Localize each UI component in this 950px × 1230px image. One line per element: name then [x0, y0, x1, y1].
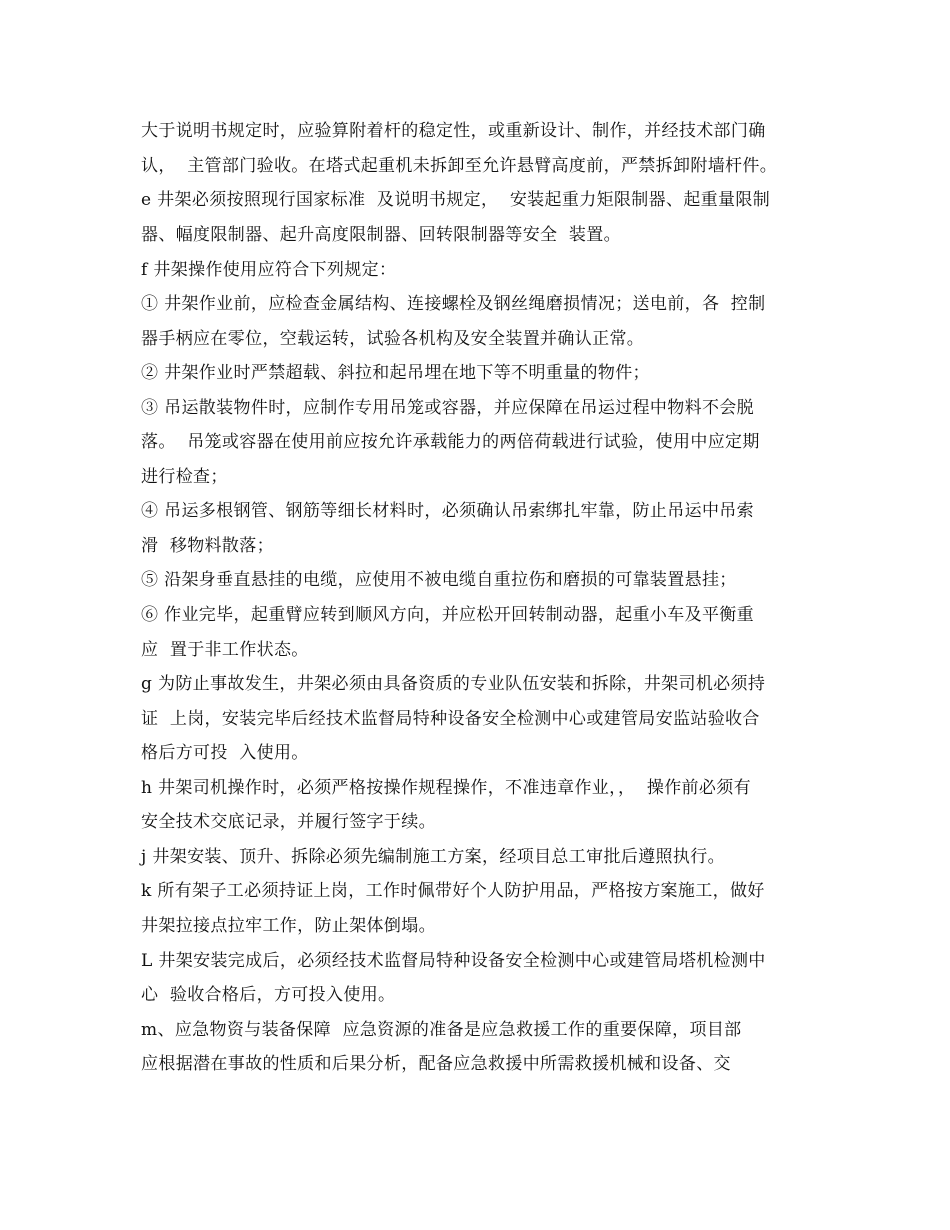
text-line-8: ② 井架作业时严禁超载、斜拉和起吊埋在地下等不明重量的物件； — [141, 363, 650, 383]
text-line-15: ⑥ 作业完毕，起重臂应转到顺风方向，并应松开回转制动器，起重小车及平衡重 — [141, 605, 755, 625]
text-line-3: e 井架必须按照现行国家标准 及说明书规定， 安装起重力矩限制器、起重量限制 — [141, 190, 771, 210]
text-line-28: 应根据潜在事故的性质和后果分析，配备应急救援中所需救援机械和设备、交 — [141, 1054, 731, 1074]
text-line-17: g 为防止事故发生，井架必须由具备资质的专业队伍安装和拆除，井架司机必须持 — [141, 674, 766, 694]
text-line-1: 大于说明书规定时，应验算附着杆的稳定性，或重新设计、制作，并经技术部门确 — [141, 121, 766, 141]
text-line-4: 器、幅度限制器、起升高度限制器、回转限制器等安全 装置。 — [141, 225, 621, 245]
text-line-16: 应 置于非工作状态。 — [141, 640, 309, 660]
text-line-5: f 井架操作使用应符合下列规定： — [141, 260, 397, 280]
text-line-11: 进行检查； — [141, 467, 228, 487]
text-line-7: 器手柄应在零位，空载运转，试验各机构及安全装置并确认正常。 — [141, 329, 645, 349]
text-line-12: ④ 吊运多根钢管、钢筋等细长材料时，必须确认吊索绑扎牢靠，防止吊运中吊索 — [141, 501, 755, 521]
text-line-22: j 井架安装、顶升、拆除必须先编制施工方案，经项目总工审批后遵照执行。 — [141, 847, 725, 867]
text-line-9: ③ 吊运散装物件时，应制作专用吊笼或容器，并应保障在吊运过程中物料不会脱 — [141, 398, 755, 418]
text-line-2: 认， 主管部门验收。在塔式起重机未拆卸至允许悬臂高度前，严禁拆卸附墙杆件。 — [141, 156, 778, 176]
text-line-20: h 井架司机操作时，必须严格按操作规程操作，不准违章作业，， 操作前必须有 — [141, 778, 751, 798]
text-line-14: ⑤ 沿架身垂直悬挂的电缆，应使用不被电缆自重拉伤和磨损的可靠装置悬挂； — [141, 570, 737, 590]
text-line-6: ① 井架作业前，应检查金属结构、连接螺栓及钢丝绳磨损情况；送电前，各 控制 — [141, 294, 766, 314]
text-line-24: 井架拉接点拉牢工作，防止架体倒塌。 — [141, 916, 436, 936]
text-line-21: 安全技术交底记录，并履行签字于续。 — [141, 812, 436, 832]
text-line-25: L 井架安装完成后，必须经技术监督局特种设备安全检测中心或建管局塔机检测中 — [141, 951, 766, 971]
text-line-18: 证 上岗，安装完毕后经技术监督局特种设备安全检测中心或建管局安监站验收合 — [141, 709, 760, 729]
text-line-27: m、应急物资与装备保障 应急资源的准备是应急救援工作的重要保障，项目部 — [141, 1020, 742, 1040]
text-line-10: 落。 吊笼或容器在使用前应按允许承载能力的两倍荷载进行试验，使用中应定期 — [141, 432, 760, 452]
text-line-23: k 所有架子工必须持证上岗，工作时佩带好个人防护用品，严格按方案施工，做好 — [141, 881, 765, 901]
text-line-19: 格后方可投 入使用。 — [141, 743, 309, 763]
text-line-13: 滑 移物料散落； — [141, 536, 274, 556]
text-line-26: 心 验收合格后，方可投入使用。 — [141, 985, 396, 1005]
